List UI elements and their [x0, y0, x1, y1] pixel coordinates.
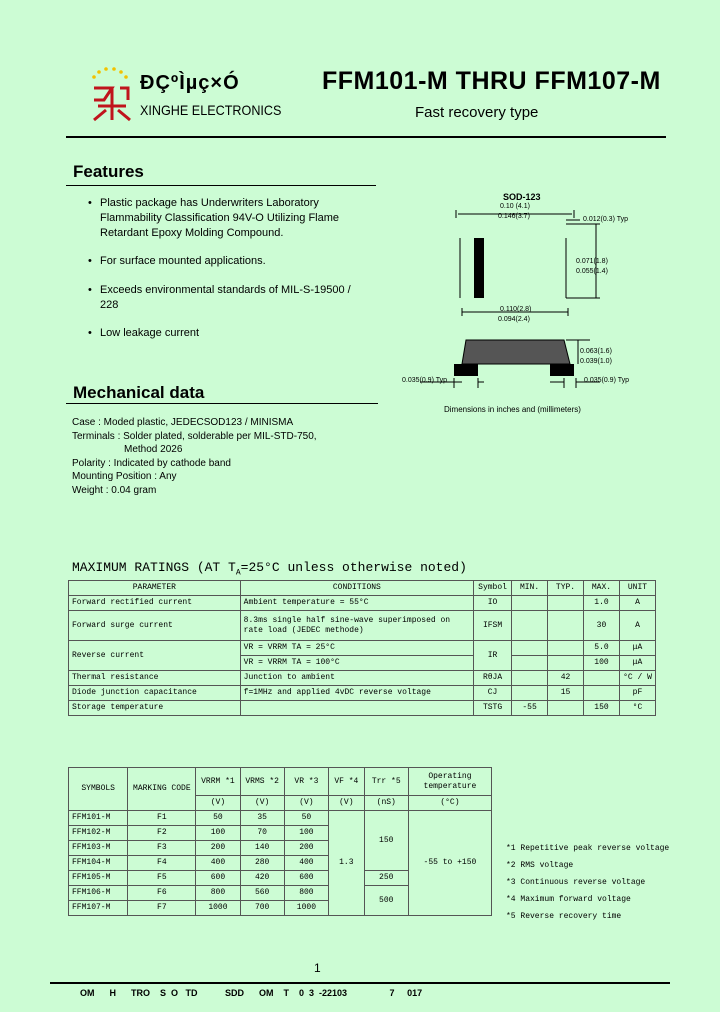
- table-row: [69, 611, 656, 641]
- table-cell: [512, 656, 548, 671]
- table-cell: [548, 596, 584, 611]
- table-cell: FFM104-M: [69, 856, 128, 871]
- mechanical-line: Terminals : Solder plated, solderable per MIL-STD-750,: [72, 430, 317, 442]
- table-cell: Forward rectified current: [69, 596, 241, 611]
- table-cell: (V): [240, 796, 284, 811]
- table-cell: 100: [584, 656, 620, 671]
- table-cell: F6: [128, 886, 196, 901]
- dim-label: 0.110(2.8): [500, 306, 532, 313]
- features-heading: Features: [73, 162, 144, 181]
- dim-label: 0.055(1.4): [576, 268, 608, 275]
- table-cell: FFM107-M: [69, 901, 128, 916]
- table-cell: [548, 641, 584, 656]
- table-cell: 400: [284, 856, 328, 871]
- table-cell: 140: [240, 841, 284, 856]
- table-cell: [512, 641, 548, 656]
- table-cell: 700: [240, 901, 284, 916]
- table-cell: FFM105-M: [69, 871, 128, 886]
- table-cell: FFM103-M: [69, 841, 128, 856]
- table-cell: (nS): [364, 796, 408, 811]
- table-cell: [512, 596, 548, 611]
- table-row: [69, 701, 656, 716]
- ratings-title-sub: A: [235, 568, 241, 578]
- ratings-title: [72, 560, 467, 578]
- feature-item: • Low leakage current: [100, 326, 370, 341]
- table-cell: VR = VRRM TA = 25°C: [240, 641, 473, 656]
- table-cell: F3: [128, 841, 196, 856]
- table-cell: 1000: [196, 901, 240, 916]
- table-cell: [548, 611, 584, 641]
- table-header-cell: PARAMETER: [69, 581, 241, 596]
- ratings-table: [68, 580, 656, 716]
- table-cell: (V): [284, 796, 328, 811]
- table-cell: (V): [196, 796, 240, 811]
- table-cell: 200: [284, 841, 328, 856]
- dimensions-caption: Dimensions in inches and (millimeters): [444, 405, 581, 414]
- table-row: [69, 596, 656, 611]
- ratings-title-rest: =25°C unless otherwise noted): [240, 560, 467, 575]
- note-item: *2 RMS voltage: [506, 861, 574, 870]
- table-cell: F7: [128, 901, 196, 916]
- note-item: *3 Continuous reverse voltage: [506, 878, 646, 887]
- feature-item: • For surface mounted applications.: [100, 254, 370, 269]
- table-cell: [512, 671, 548, 686]
- table-cell: 30: [584, 611, 620, 641]
- table-header-cell: CONDITIONS: [240, 581, 473, 596]
- table-cell: VR = VRRM TA = 100°C: [240, 656, 473, 671]
- table-cell: 100: [196, 826, 240, 841]
- table-cell: -55 to +150: [408, 811, 491, 916]
- table-cell: [548, 656, 584, 671]
- table-header-cell: TYP.: [548, 581, 584, 596]
- logo: [90, 66, 132, 126]
- table-cell: 420: [240, 871, 284, 886]
- table-cell: 1.0: [584, 596, 620, 611]
- table-cell: 600: [284, 871, 328, 886]
- table-cell: 5.0: [584, 641, 620, 656]
- dim-label: 0.035(0.9) Typ: [402, 377, 448, 384]
- table-cell: 150: [364, 811, 408, 871]
- dim-label: 0.146(3.7): [498, 213, 530, 220]
- table-cell: F1: [128, 811, 196, 826]
- table-cell: 250: [364, 871, 408, 886]
- table-cell: [240, 701, 473, 716]
- feature-item: • Plastic package has Underwriters Laboratory Flammability Classification 94V-O Utilizing Flame Retardant Epoxy Molding Compound.: [100, 196, 370, 241]
- table-cell: RθJA: [474, 671, 512, 686]
- table-header-cell: VF *4: [329, 768, 365, 796]
- table-cell: (°C): [408, 796, 491, 811]
- table-header-row: [69, 581, 656, 596]
- table-header-cell: VRRM *1: [196, 768, 240, 796]
- table-cell: 50: [284, 811, 328, 826]
- table-cell: 800: [196, 886, 240, 901]
- table-cell: [548, 701, 584, 716]
- dim-label: 0.071(1.8): [576, 258, 608, 265]
- table-cell: Diode junction capacitance: [69, 686, 241, 701]
- mechanical-line: Case : Moded plastic, JEDECSOD123 / MINISMA: [72, 417, 294, 428]
- table-row: [69, 671, 656, 686]
- table-cell: FFM101-M: [69, 811, 128, 826]
- table-cell: A: [619, 611, 655, 641]
- table-cell: 1.3: [329, 811, 365, 916]
- table-cell: F2: [128, 826, 196, 841]
- footer-rule: [50, 982, 670, 984]
- dim-label: 0.10 (4.1): [500, 203, 530, 210]
- note-item: *4 Maximum forward voltage: [506, 895, 631, 904]
- mechanical-line: Polarity : Indicated by cathode band: [72, 457, 231, 469]
- table-cell: 400: [196, 856, 240, 871]
- table-header-cell: MAX.: [584, 581, 620, 596]
- dim-label: 0.063(1.6): [580, 348, 612, 355]
- table-cell: pF: [619, 686, 655, 701]
- table-cell: CJ: [474, 686, 512, 701]
- table-cell: 42: [548, 671, 584, 686]
- table-row: [69, 641, 656, 656]
- table-cell: 600: [196, 871, 240, 886]
- table-header-cell: VR *3: [284, 768, 328, 796]
- table-cell: 50: [196, 811, 240, 826]
- table-row: [69, 686, 656, 701]
- table-cell: Thermal resistance: [69, 671, 241, 686]
- table-cell: IFSM: [474, 611, 512, 641]
- table-cell: F5: [128, 871, 196, 886]
- note-item: *5 Reverse recovery time: [506, 912, 622, 921]
- table-cell: [584, 671, 620, 686]
- table-cell: [512, 611, 548, 641]
- table-header-cell: SYMBOLS: [69, 768, 128, 811]
- notes: [506, 840, 669, 925]
- table-row: [69, 811, 492, 826]
- table-header-row: [69, 768, 492, 796]
- table-cell: 100: [284, 826, 328, 841]
- feature-item: • Exceeds environmental standards of MIL-S-19500 / 228: [100, 283, 370, 313]
- table-cell: Forward surge current: [69, 611, 241, 641]
- dim-label: 0.094(2.4): [498, 316, 530, 323]
- table-header-cell: UNIT: [619, 581, 655, 596]
- table-cell: 560: [240, 886, 284, 901]
- table-cell: Ambient temperature = 55°C: [240, 596, 473, 611]
- document-subtitle: Fast recovery type: [415, 104, 539, 121]
- mechanical-rule: [66, 403, 378, 404]
- table-header-cell: Trr *5: [364, 768, 408, 796]
- table-cell: (V): [329, 796, 365, 811]
- logo-chinese-name: ÐÇºÌµç×Ó: [140, 72, 240, 94]
- mechanical-line: Method 2026: [124, 444, 183, 455]
- table-cell: 150: [584, 701, 620, 716]
- table-cell: Storage temperature: [69, 701, 241, 716]
- mechanical-line: Mounting Position : Any: [72, 471, 177, 482]
- table-cell: °C / W: [619, 671, 655, 686]
- table-cell: [512, 686, 548, 701]
- table-cell: 15: [548, 686, 584, 701]
- table-cell: 70: [240, 826, 284, 841]
- features-rule: [66, 185, 376, 186]
- table-cell: Reverse current: [69, 641, 241, 671]
- table-cell: -55: [512, 701, 548, 716]
- table-cell: 35: [240, 811, 284, 826]
- table-cell: IR: [474, 641, 512, 671]
- table-header-cell: MARKING CODE: [128, 768, 196, 811]
- dim-label: 0.035(0.9) Typ: [584, 377, 630, 384]
- table-cell: TSTG: [474, 701, 512, 716]
- package-diagram: [400, 190, 640, 420]
- header-rule: [66, 136, 666, 138]
- table-cell: IO: [474, 596, 512, 611]
- footer-text: OM H TRO S O TD SDD OM T 0 3 -22103 7 017: [80, 988, 423, 998]
- table-cell: f=1MHz and applied 4vDC reverse voltage: [240, 686, 473, 701]
- package-name: SOD-123: [503, 192, 541, 202]
- table-cell: 8.3ms single half sine-wave superimposed on rate load (JEDEC methode): [240, 611, 473, 641]
- mechanical-heading: Mechanical data: [73, 383, 205, 402]
- table-cell: Junction to ambient: [240, 671, 473, 686]
- dim-label: 0.012(0.3) Typ: [583, 216, 629, 223]
- table-header-cell: MIN.: [512, 581, 548, 596]
- mechanical-line: Weight : 0.04 gram: [72, 484, 157, 496]
- dim-label: 0.039(1.0): [580, 358, 612, 365]
- table-header-cell: Operating temperature: [408, 768, 491, 796]
- table-cell: FFM106-M: [69, 886, 128, 901]
- mechanical-lines: [72, 416, 317, 497]
- table-cell: 280: [240, 856, 284, 871]
- table-cell: F4: [128, 856, 196, 871]
- ratings-title-main: MAXIMUM RATINGS (AT T: [72, 560, 236, 575]
- table-cell: 500: [364, 886, 408, 916]
- logo-english-name: XINGHE ELECTRONICS: [140, 102, 282, 118]
- table-cell: 1000: [284, 901, 328, 916]
- parts-table: [68, 767, 492, 916]
- table-cell: 200: [196, 841, 240, 856]
- table-header-cell: Symbol: [474, 581, 512, 596]
- document-title: FFM101-M THRU FFM107-M: [322, 67, 661, 95]
- table-cell: °C: [619, 701, 655, 716]
- note-item: *1 Repetitive peak reverse voltage: [506, 844, 670, 853]
- table-cell: 800: [284, 886, 328, 901]
- page-number: 1: [314, 961, 321, 975]
- table-cell: FFM102-M: [69, 826, 128, 841]
- table-header-cell: VRMS *2: [240, 768, 284, 796]
- table-cell: μA: [619, 656, 655, 671]
- xinghe-logo-icon: [90, 66, 132, 126]
- table-cell: μA: [619, 641, 655, 656]
- table-cell: A: [619, 596, 655, 611]
- table-cell: [584, 686, 620, 701]
